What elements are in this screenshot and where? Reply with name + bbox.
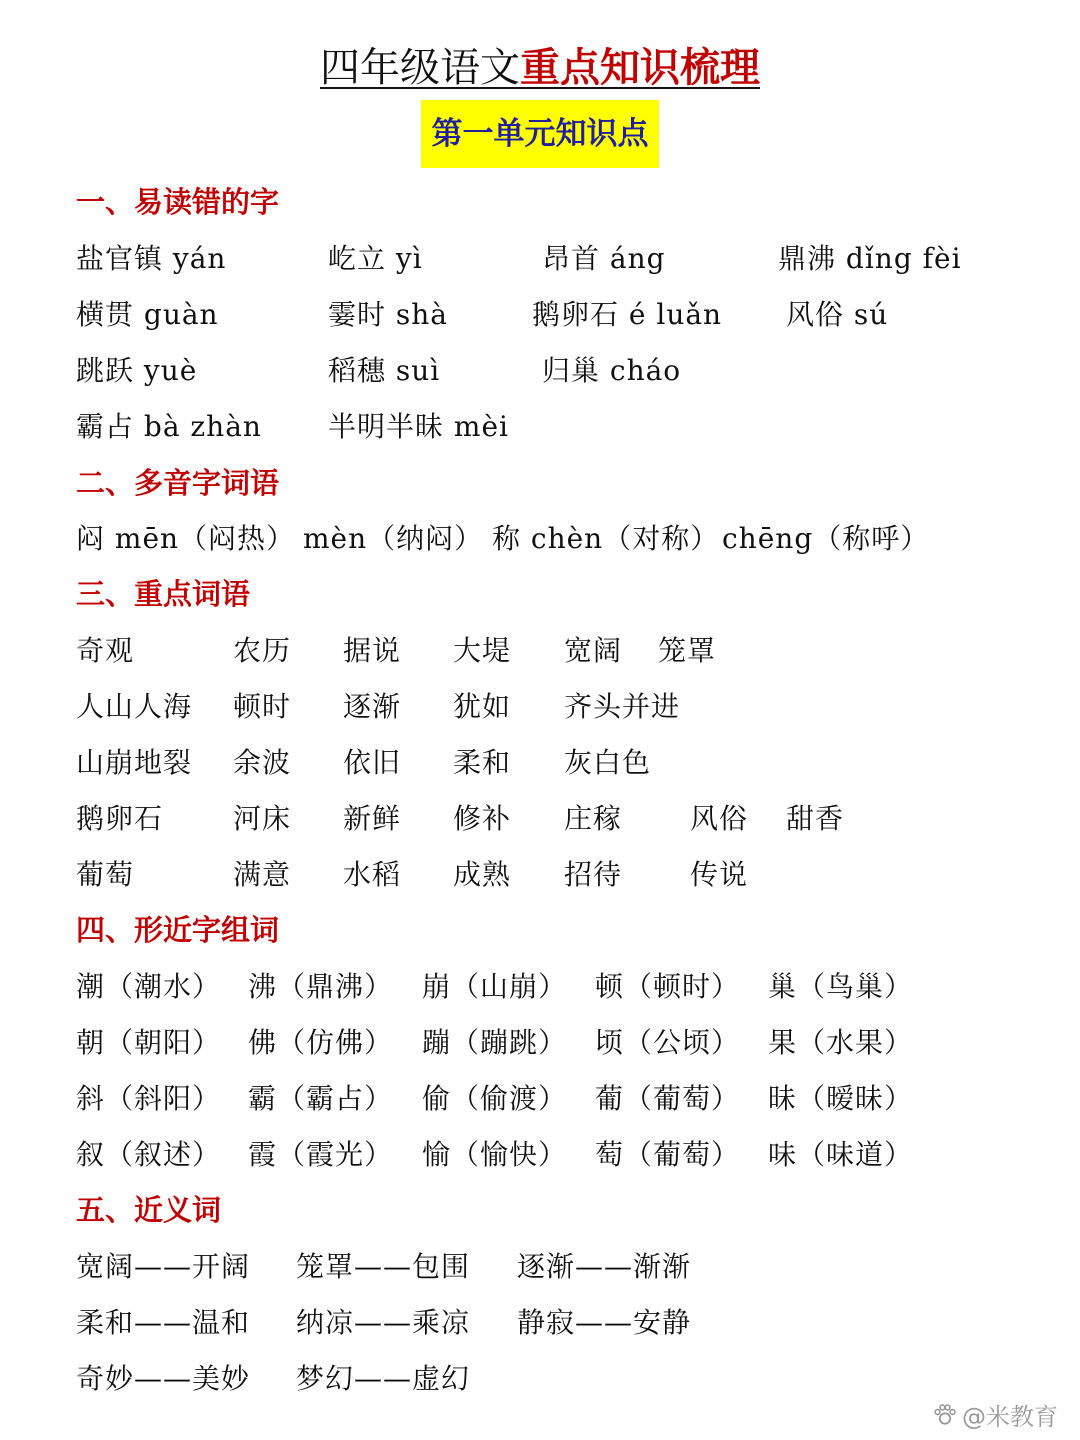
- word-item: 顿（顿时）: [595, 970, 741, 1003]
- word-item: 霸（霸占）: [248, 1082, 394, 1115]
- section-heading-3: 三、重点词语: [76, 577, 251, 611]
- word-item: 跳跃 yuè: [76, 354, 198, 387]
- word-item: 修补: [453, 802, 512, 835]
- word-item: 顷（公顷）: [595, 1026, 741, 1059]
- row-7: [0, 685, 1080, 729]
- word-item: chēng（称呼）: [722, 522, 930, 555]
- word-item: 鹅卵石: [76, 802, 164, 835]
- word-item: 佛（仿佛）: [248, 1026, 394, 1059]
- row-11: [0, 965, 1080, 1009]
- word-item: mèn（纳闷）: [303, 522, 484, 555]
- word-item: 奇观: [76, 634, 135, 667]
- word-item: 鹅卵石 é luǎn: [532, 298, 723, 331]
- watermark: [932, 1397, 1058, 1432]
- title-underlined: [320, 45, 760, 91]
- word-item: 霸占 bà zhàn: [76, 410, 262, 443]
- row-12: [0, 1021, 1080, 1065]
- word-item: 盐官镇 yán: [76, 242, 227, 275]
- word-item: 葡萄: [76, 858, 135, 891]
- row-3: [0, 349, 1080, 393]
- word-item: 传说: [690, 858, 749, 891]
- word-item: 庄稼: [564, 802, 623, 835]
- word-item: 甜香: [786, 802, 845, 835]
- word-item: 霎时 shà: [328, 298, 448, 331]
- paw-icon: [932, 1402, 958, 1428]
- word-item: 葡（葡萄）: [595, 1082, 741, 1115]
- word-item: 横贯 guàn: [76, 298, 219, 331]
- word-item: 归巢 cháo: [542, 354, 682, 387]
- word-item: 河床: [233, 802, 292, 835]
- word-item: 叙（叙述）: [76, 1138, 222, 1171]
- row-4: [0, 405, 1080, 449]
- word-item: 鼎沸 dǐng fèi: [778, 242, 962, 275]
- word-item: 风俗 sú: [786, 298, 889, 331]
- word-item: 大堤: [453, 634, 512, 667]
- word-item: 半明半昧 mèi: [328, 410, 509, 443]
- word-item: 齐头并进: [564, 690, 681, 723]
- word-item: 巢（鸟巢）: [768, 970, 914, 1003]
- word-item: 顿时: [233, 690, 292, 723]
- word-item: 稻穗 suì: [328, 354, 441, 387]
- word-item: 蹦（蹦跳）: [422, 1026, 568, 1059]
- row-8: [0, 741, 1080, 785]
- word-item: 潮（潮水）: [76, 970, 222, 1003]
- word-item: 宽阔: [564, 634, 623, 667]
- word-item: 灰白色: [564, 746, 652, 779]
- row-9: [0, 797, 1080, 841]
- word-item: 农历: [233, 634, 292, 667]
- row-16: [0, 1301, 1080, 1345]
- row-15: [0, 1245, 1080, 1289]
- row-6: [0, 629, 1080, 673]
- word-item: 招待: [564, 858, 623, 891]
- word-item: 朝（朝阳）: [76, 1026, 222, 1059]
- word-item: 昂首 áng: [542, 242, 666, 275]
- row-2: [0, 293, 1080, 337]
- row-1: [0, 237, 1080, 281]
- word-item: 据说: [343, 634, 402, 667]
- section-heading-4: 四、形近字组词: [76, 913, 280, 947]
- word-item: 闷 mēn（闷热）: [76, 522, 296, 555]
- word-item: 满意: [233, 858, 292, 891]
- word-item: 纳凉——乘凉: [296, 1306, 471, 1339]
- word-item: 宽阔——开阔: [76, 1250, 251, 1283]
- word-item: 斜（斜阳）: [76, 1082, 222, 1115]
- word-item: 昧（暧昧）: [768, 1082, 914, 1115]
- word-item: 偷（偷渡）: [422, 1082, 568, 1115]
- word-item: 风俗: [690, 802, 749, 835]
- word-item: 梦幻——虚幻: [296, 1362, 471, 1395]
- word-item: 山崩地裂: [76, 746, 193, 779]
- row-17: [0, 1357, 1080, 1401]
- word-item: 依旧: [343, 746, 402, 779]
- row-13: [0, 1077, 1080, 1121]
- word-item: 新鲜: [343, 802, 402, 835]
- title-plain: 四年级语文: [320, 45, 520, 91]
- word-item: 称 chèn（对称）: [492, 522, 720, 555]
- word-item: 笼罩——包围: [296, 1250, 471, 1283]
- watermark-text: @米教育: [962, 1403, 1058, 1431]
- word-item: 静寂——安静: [517, 1306, 692, 1339]
- word-item: 逐渐——渐渐: [517, 1250, 692, 1283]
- word-item: 柔和: [453, 746, 512, 779]
- word-item: 味（味道）: [768, 1138, 914, 1171]
- word-item: 萄（葡萄）: [595, 1138, 741, 1171]
- section-heading-1: 一、易读错的字: [76, 185, 280, 219]
- word-item: 愉（愉快）: [422, 1138, 568, 1171]
- title-highlight: 重点知识梳理: [520, 45, 760, 91]
- word-item: 笼罩: [658, 634, 717, 667]
- word-item: 犹如: [453, 690, 512, 723]
- word-item: 果（水果）: [768, 1026, 914, 1059]
- row-10: [0, 853, 1080, 897]
- word-item: 柔和——温和: [76, 1306, 251, 1339]
- page-title: [0, 40, 1080, 96]
- word-item: 屹立 yì: [328, 242, 423, 275]
- word-item: 余波: [233, 746, 292, 779]
- row-14: [0, 1133, 1080, 1177]
- word-item: 水稻: [343, 858, 402, 891]
- section-heading-5: 五、近义词: [76, 1193, 222, 1227]
- section-heading-2: 二、多音字词语: [76, 466, 280, 500]
- word-item: 沸（鼎沸）: [248, 970, 394, 1003]
- word-item: 人山人海: [76, 690, 193, 723]
- word-item: 成熟: [453, 858, 512, 891]
- word-item: 霞（霞光）: [248, 1138, 394, 1171]
- row-5: [0, 517, 1080, 561]
- word-item: 奇妙——美妙: [76, 1362, 251, 1395]
- word-item: 崩（山崩）: [422, 970, 568, 1003]
- word-item: 逐渐: [343, 690, 402, 723]
- unit-label: 第一单元知识点: [421, 100, 659, 168]
